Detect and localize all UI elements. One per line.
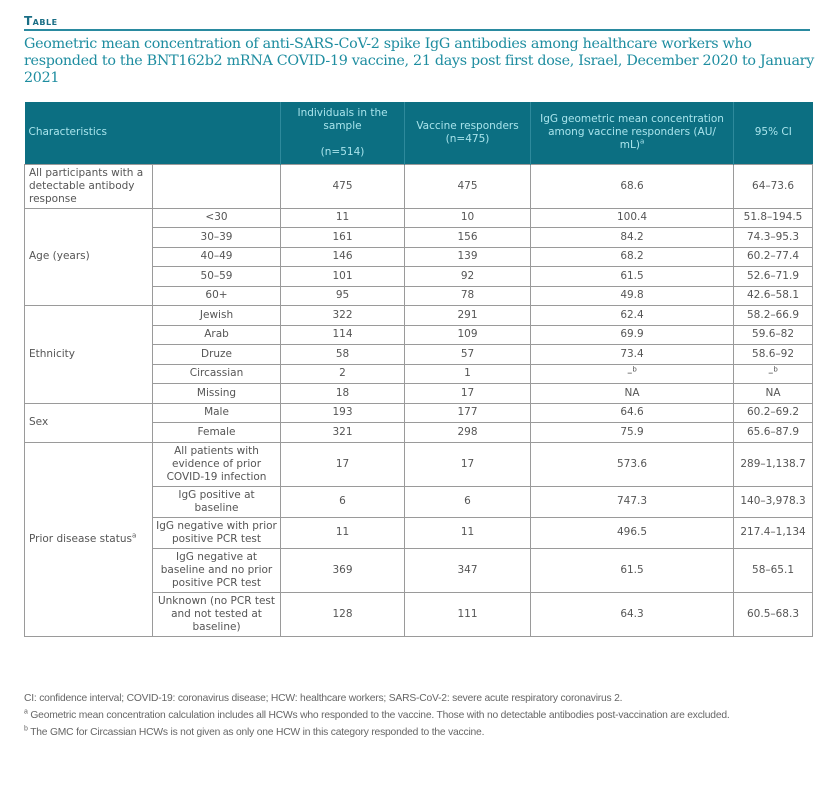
cell-ci [734, 423, 813, 443]
cell-individuals-text: 369 [332, 563, 353, 576]
cell-subcategory [153, 403, 281, 423]
cell-individuals [281, 517, 405, 548]
cell-responders [405, 364, 531, 384]
cell-individuals [281, 403, 405, 423]
cell-individuals [281, 442, 405, 486]
cell-responders [405, 384, 531, 404]
cell-gmc [531, 364, 734, 384]
cell-subcategory [153, 247, 281, 267]
cell-individuals [281, 306, 405, 326]
footnote-mark: a [131, 531, 137, 539]
cell-subcategory-text: Arab [204, 328, 229, 341]
cell-individuals-text: 17 [335, 457, 350, 470]
table-row-all [25, 164, 813, 208]
cell-subcategory-text: Circassian [189, 367, 244, 380]
cell-ci [734, 325, 813, 345]
cell-individuals [281, 325, 405, 345]
cell-individuals [281, 548, 405, 592]
table-row [25, 442, 813, 486]
cell-responders [405, 345, 531, 365]
cell-subcategory [153, 345, 281, 365]
cell-ci [734, 592, 813, 636]
cell-responders [405, 517, 531, 548]
cell-gmc [531, 486, 734, 517]
footnote-mark: b [632, 365, 637, 374]
cell-gmc [531, 228, 734, 248]
footnotes [24, 693, 804, 744]
cell-ci [734, 286, 813, 306]
cell-individuals-text: 101 [332, 269, 353, 282]
cell-ci-text: – [768, 367, 774, 380]
cell-subcategory-text: All patients with evidence of prior COVID-19 infection [166, 444, 267, 483]
cell-individuals [281, 486, 405, 517]
cell-gmc-text: 49.8 [620, 289, 644, 302]
cell-ci-text: 58.6–92 [752, 347, 795, 360]
cell-responders [405, 325, 531, 345]
cell-subcategory-text: Unknown (no PCR test and not tested at baseline) [157, 594, 276, 633]
cell-responders-text: 139 [457, 250, 478, 263]
cell-subcategory [153, 325, 281, 345]
cell-responders-text: 298 [457, 425, 478, 438]
cell-gmc-text: 75.9 [620, 425, 644, 438]
cell-responders [405, 548, 531, 592]
cell-subcategory [153, 442, 281, 486]
header-individuals [281, 102, 405, 164]
data-table [24, 102, 813, 637]
cell-responders-text: 1 [464, 367, 471, 380]
cell-responders [405, 423, 531, 443]
cell-individuals [281, 228, 405, 248]
cell-ci-text: 74.3–95.3 [747, 230, 800, 243]
cell-individuals-text: 11 [335, 526, 350, 538]
cell-ci-text: 60.2–69.2 [747, 406, 800, 419]
cell-subcategory [153, 384, 281, 404]
cell-responders [405, 247, 531, 267]
group-label-text: Ethnicity [29, 347, 75, 360]
cell-subcategory-text: 50–59 [200, 269, 233, 282]
cell-responders-text: 347 [457, 563, 478, 576]
cell-individuals-text: 2 [339, 367, 346, 380]
cell-gmc [531, 247, 734, 267]
cell-subcategory-text: Druze [200, 347, 233, 360]
cell-subcategory [153, 592, 281, 636]
cell-gmc [531, 286, 734, 306]
cell-ci [734, 267, 813, 287]
cell-responders-text: 111 [457, 607, 478, 620]
cell-gmc [531, 592, 734, 636]
group-label [25, 442, 153, 636]
cell-subcategory-text: 60+ [205, 289, 228, 302]
header-individuals-n: (n=514) [320, 145, 365, 158]
cell-subcategory [153, 486, 281, 517]
cell-responders-text: 109 [457, 328, 478, 341]
cell-responders-text: 6 [464, 495, 471, 507]
cell-subcategory [153, 548, 281, 592]
cell-ci [734, 345, 813, 365]
cell-gmc-text: 496.5 [616, 526, 648, 538]
cell-gmc-text: 73.4 [620, 347, 644, 360]
cell-individuals-text: 321 [332, 425, 353, 438]
cell-responders [405, 286, 531, 306]
cell-ci [734, 548, 813, 592]
header-gmc-label: IgG geometric mean concentration among vaccine responders (AU/ mL) [540, 113, 724, 152]
table-body [25, 164, 813, 636]
cell-ci-text: 60.5–68.3 [747, 607, 800, 620]
cell-gmc [531, 442, 734, 486]
cell-individuals-text: 114 [332, 328, 353, 341]
cell-responders [405, 442, 531, 486]
table-title: Geometric mean concentration of anti-SARS-CoV-2 spike IgG antibodies among healthcare workers who responded to the BNT162b2 mRNA COVID-19 vaccine, 21 days post first dose, Israel, December 2020 to January 2021 [24, 36, 814, 86]
cell-ci [734, 486, 813, 517]
cell-ci [734, 384, 813, 404]
footnote-a [24, 710, 804, 722]
cell-individuals [281, 286, 405, 306]
cell-gmc-text: 69.9 [620, 328, 644, 341]
cell-individuals [281, 267, 405, 287]
cell-ci [734, 228, 813, 248]
cell-responders-text: 17 [460, 457, 475, 470]
cell-gmc-text: 62.4 [620, 308, 644, 321]
cell-subcategory-text: IgG negative with prior positive PCR test [156, 519, 277, 545]
cell-individuals [281, 364, 405, 384]
cell-responders-text: 11 [460, 526, 475, 538]
header-ci: 95% CI [734, 102, 813, 164]
group-label-text: Prior disease status [29, 532, 132, 545]
cell-individuals-text: 128 [332, 607, 353, 620]
cell-subcategory [153, 228, 281, 248]
cell-responders [405, 306, 531, 326]
cell-ci-text: 52.6–71.9 [747, 269, 800, 282]
cell-gmc-text: 100.4 [616, 211, 648, 224]
cell-subcategory-text: 30–39 [200, 230, 233, 243]
table-header-row [25, 102, 813, 164]
row-sub-empty [153, 164, 281, 208]
cell-ci-text: 217.4–1,134 [740, 526, 806, 538]
cell-individuals-text: 322 [332, 308, 353, 321]
cell-ci-text: 42.6–58.1 [747, 289, 800, 302]
cell-ci-text: 60.2–77.4 [747, 250, 800, 263]
header-individuals-label: Individuals in the sample [297, 106, 388, 132]
cell-gmc [531, 517, 734, 548]
footnote-mark: b [773, 365, 778, 374]
cell-subcategory-text: Female [197, 425, 236, 438]
cell-subcategory [153, 517, 281, 548]
cell-gmc [531, 325, 734, 345]
cell-ci-text: 65.6–87.9 [747, 425, 800, 438]
cell-individuals [281, 423, 405, 443]
cell-individuals-text: 193 [332, 406, 353, 419]
cell-responders-text: 78 [460, 289, 475, 302]
cell-responders-text: 156 [457, 230, 478, 243]
cell-ci [734, 247, 813, 267]
footnote-b-mark: b [24, 725, 28, 733]
footnote-a-mark: a [24, 708, 28, 716]
cell-ci: 64–73.6 [734, 164, 813, 208]
footnote-b-text: The GMC for Circassian HCWs is not given as only one HCW in this category responded to the vaccine. [30, 727, 485, 738]
group-label-text: Age (years) [29, 250, 90, 263]
cell-responders [405, 592, 531, 636]
cell-individuals [281, 384, 405, 404]
row-label: All participants with a detectable antibody response [25, 164, 153, 208]
cell-ci-text: 59.6–82 [752, 328, 795, 341]
cell-gmc: 68.6 [531, 164, 734, 208]
cell-ci [734, 208, 813, 228]
cell-ci-text: NA [765, 386, 781, 399]
cell-individuals-text: 6 [339, 495, 346, 507]
cell-subcategory [153, 423, 281, 443]
cell-responders-text: 10 [460, 211, 475, 224]
cell-ci-text: 140–3,978.3 [740, 495, 806, 507]
cell-individuals [281, 247, 405, 267]
cell-gmc [531, 208, 734, 228]
cell-subcategory-text: Jewish [199, 308, 234, 321]
cell-individuals-text: 95 [335, 289, 350, 302]
table-row [25, 208, 813, 228]
cell-ci [734, 442, 813, 486]
cell-subcategory-text: Male [204, 406, 229, 419]
cell-individuals: 475 [281, 164, 405, 208]
cell-subcategory-text: Missing [196, 386, 237, 399]
cell-individuals-text: 58 [335, 347, 350, 360]
group-label [25, 403, 153, 442]
cell-responders-text: 177 [457, 406, 478, 419]
cell-responders-text: 17 [460, 386, 475, 399]
cell-gmc-text: 61.5 [620, 563, 644, 576]
table-label: Table [24, 14, 810, 31]
header-responders: Vaccine responders (n=475) [405, 102, 531, 164]
cell-gmc-text: 747.3 [616, 495, 648, 507]
header-gmc [531, 102, 734, 164]
cell-subcategory [153, 364, 281, 384]
cell-subcategory-text: IgG positive at baseline [178, 488, 255, 514]
cell-subcategory-text: 40–49 [200, 250, 233, 263]
group-label-text: Sex [29, 416, 49, 428]
cell-gmc [531, 384, 734, 404]
cell-individuals-text: 18 [335, 386, 350, 399]
cell-responders [405, 486, 531, 517]
cell-gmc [531, 403, 734, 423]
cell-subcategory [153, 306, 281, 326]
cell-gmc-text: NA [624, 386, 640, 399]
group-label [25, 306, 153, 404]
footnote-a-text: Geometric mean concentration calculation includes all HCWs who responded to the vaccine. Those with no detectable antibodies post-vaccination are excluded. [30, 710, 730, 721]
cell-ci-text: 58–65.1 [752, 563, 795, 576]
cell-responders-text: 291 [457, 308, 478, 321]
cell-responders [405, 267, 531, 287]
cell-responders [405, 403, 531, 423]
cell-individuals-text: 146 [332, 250, 353, 263]
cell-gmc [531, 548, 734, 592]
cell-subcategory-text: <30 [205, 211, 228, 224]
footnote-b [24, 727, 804, 739]
cell-ci [734, 517, 813, 548]
table-row [25, 306, 813, 326]
cell-gmc-text: 68.2 [620, 250, 644, 263]
cell-gmc [531, 306, 734, 326]
cell-gmc-text: 64.6 [620, 406, 644, 419]
cell-ci [734, 364, 813, 384]
cell-gmc-text: 61.5 [620, 269, 644, 282]
cell-gmc [531, 267, 734, 287]
cell-individuals-text: 161 [332, 230, 353, 243]
footnote-mark: a [639, 137, 645, 146]
cell-subcategory-text: IgG negative at baseline and no prior positive PCR test [160, 550, 273, 589]
cell-gmc-text: – [627, 367, 633, 380]
footnote-abbreviations: CI: confidence interval; COVID-19: coronavirus disease; HCW: healthcare workers; SARS-CoV-2: severe acute respiratory coronavirus 2. [24, 693, 623, 704]
cell-gmc-text: 84.2 [620, 230, 644, 243]
cell-ci [734, 403, 813, 423]
cell-ci [734, 306, 813, 326]
cell-responders-text: 92 [460, 269, 475, 282]
cell-individuals [281, 208, 405, 228]
cell-gmc [531, 345, 734, 365]
cell-responders-text: 57 [460, 347, 475, 360]
cell-individuals [281, 345, 405, 365]
cell-gmc [531, 423, 734, 443]
cell-ci-text: 58.2–66.9 [747, 308, 800, 321]
cell-subcategory [153, 267, 281, 287]
cell-subcategory [153, 286, 281, 306]
table-row [25, 403, 813, 423]
cell-ci-text: 289–1,138.7 [740, 457, 806, 470]
cell-subcategory [153, 208, 281, 228]
cell-responders: 475 [405, 164, 531, 208]
cell-individuals [281, 592, 405, 636]
header-characteristics: Characteristics [25, 102, 281, 164]
cell-ci-text: 51.8–194.5 [743, 211, 803, 224]
group-label [25, 208, 153, 306]
cell-gmc-text: 64.3 [620, 607, 644, 620]
cell-individuals-text: 11 [335, 211, 350, 224]
cell-responders [405, 228, 531, 248]
cell-responders [405, 208, 531, 228]
cell-gmc-text: 573.6 [616, 457, 648, 470]
